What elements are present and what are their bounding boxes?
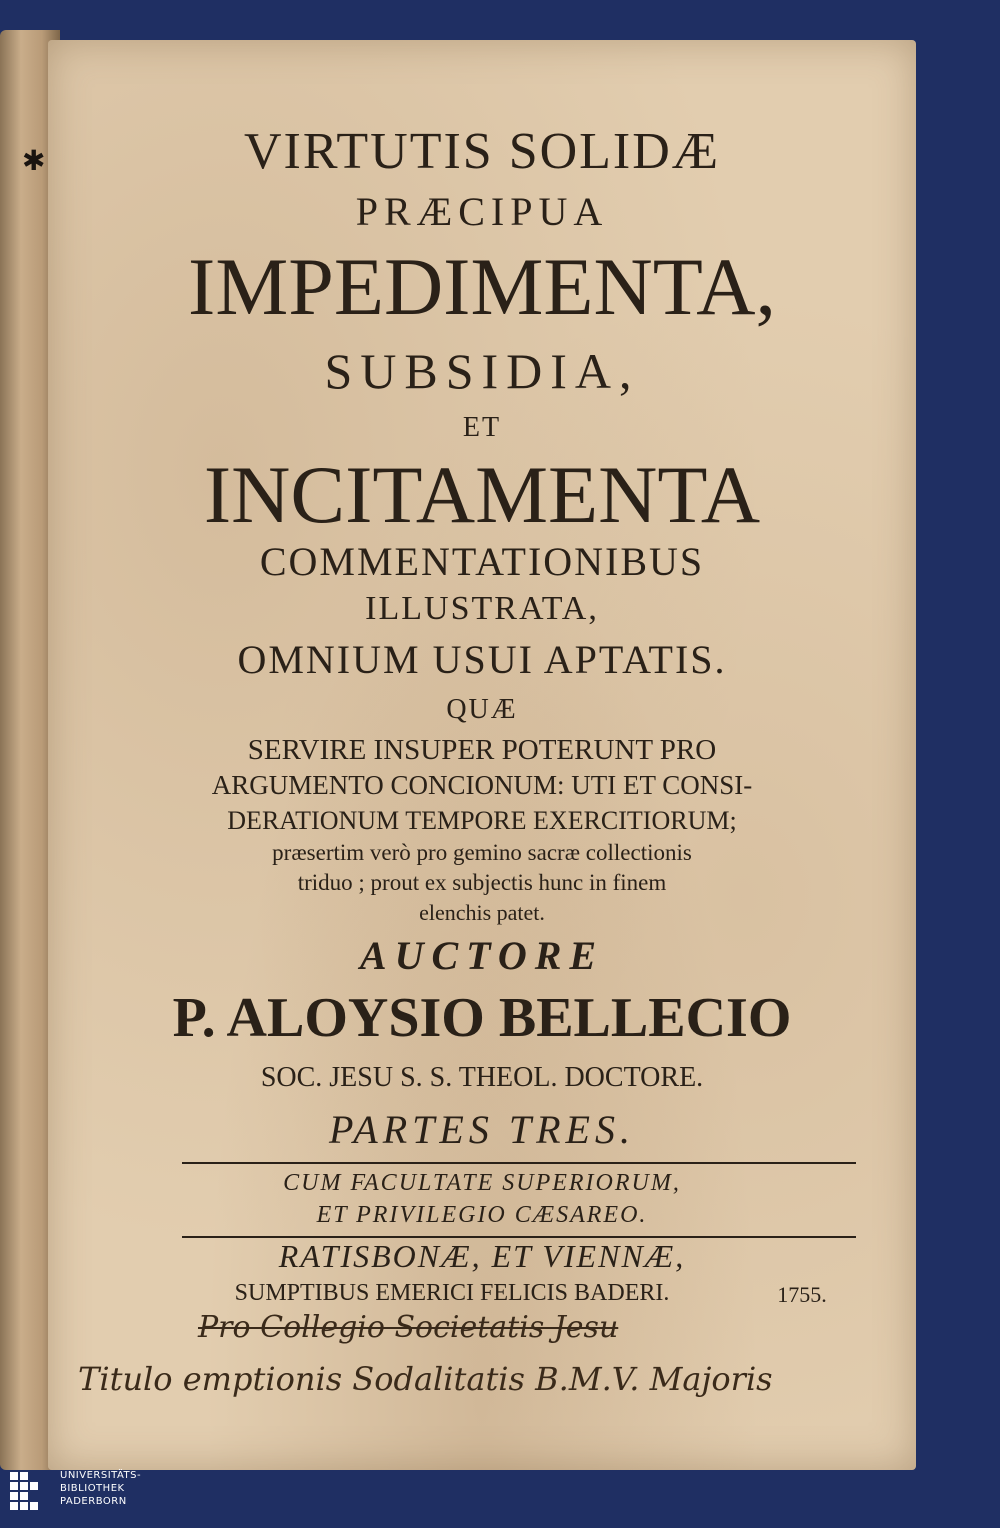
rule-top [182, 1162, 856, 1164]
title-page [48, 40, 916, 1470]
title-line-16: elenchis patet. [419, 900, 545, 925]
struck-ownership-inscription: Pro Collegio Societatis Jesu [198, 1310, 619, 1345]
title-line-15: triduo ; prout ex subjectis hunc in finem [297, 870, 667, 895]
parts-line: PARTES TRES. [329, 1107, 635, 1152]
title-line-13: DERATIONUM TEMPORE EXERCITIORUM; [227, 806, 737, 835]
title-line-5: ET [462, 412, 502, 443]
privilege-line-1: CUM FACULTATE SUPERIORUM, [283, 1170, 681, 1196]
title-line-11: SERVIRE INSUPER POTERUNT PRO [247, 734, 717, 766]
imprint-place: RATISBONÆ, ET VIENNÆ, [278, 1238, 686, 1274]
title-line-4: SUBSIDIA, [324, 343, 640, 399]
author-label: AUCTORE [359, 933, 605, 978]
title-line-9: OMNIUM USUI APTATIS. [237, 637, 727, 682]
title-line-10: QUÆ [446, 694, 518, 725]
ownership-inscription: Titulo emptionis Sodalitatis B.M.V. Majoris [78, 1360, 773, 1398]
author-name: P. ALOYSIO BELLECIO [172, 987, 792, 1049]
author-title: SOC. JESU S. S. THEOL. DOCTORE. [260, 1062, 704, 1093]
title-line-8: ILLUSTRATA, [365, 590, 599, 627]
title-line-7: COMMENTATIONIBUS [259, 539, 705, 584]
imprint-year: 1755. [777, 1282, 827, 1307]
imprint-publisher: SUMPTIBUS EMERICI FELICIS BADERI. [234, 1280, 670, 1306]
title-line-1: VIRTUTIS SOLIDÆ [243, 123, 721, 180]
star-ornament-icon: ✱ [22, 144, 46, 177]
title-line-12: ARGUMENTO CONCIONUM: UTI ET CONSI- [211, 770, 753, 800]
library-name-line-3: PADERBORN [60, 1496, 127, 1507]
library-name-line-2: BIBLIOTHEK [60, 1483, 125, 1494]
title-line-3: IMPEDIMENTA, [188, 241, 776, 332]
library-name-line-1: UNIVERSITÄTS- [60, 1470, 142, 1481]
title-line-6: INCITAMENTA [203, 449, 761, 540]
privilege-line-2: ET PRIVILEGIO CÆSAREO. [316, 1202, 648, 1228]
title-line-14: præsertim verò pro gemino sacræ collectionis [272, 840, 692, 865]
title-line-2: PRÆCIPUA [355, 189, 609, 234]
library-logo-icon [8, 1468, 52, 1518]
